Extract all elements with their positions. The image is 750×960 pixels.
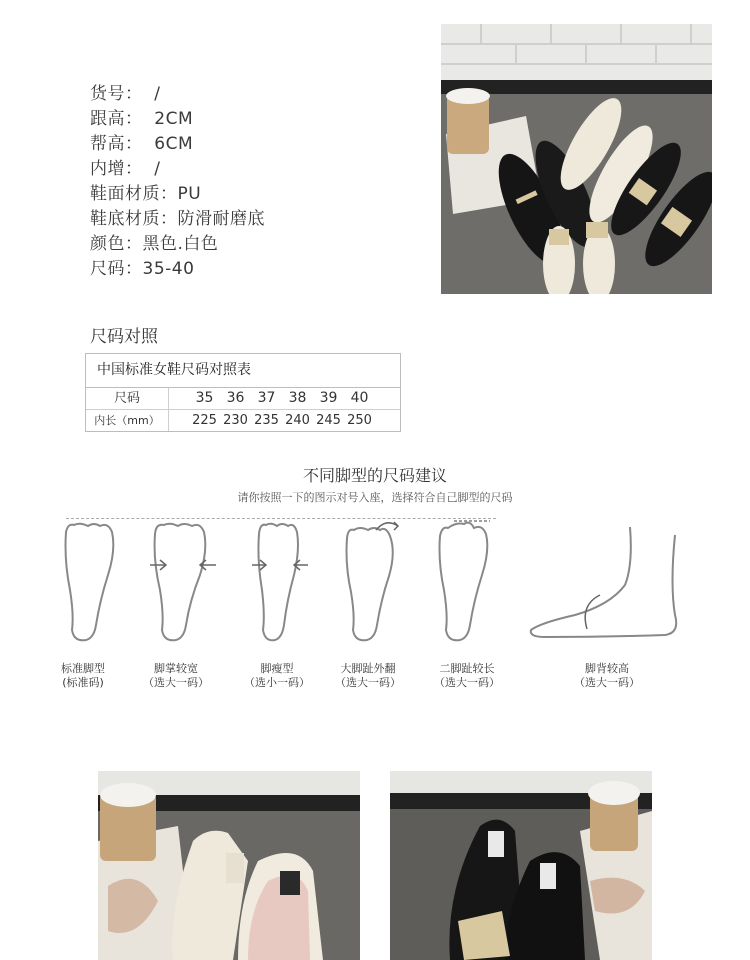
foot-type-name: 大脚趾外翻 [340,662,396,675]
product-photo-bottom-left [98,771,360,960]
spec-row-upper-material [90,182,265,207]
spec-value: / [142,84,161,104]
spec-value: / [142,159,161,179]
spec-separator: ： [125,109,143,129]
product-photo-bottom-left-illustration [98,771,360,960]
spec-row-item-number [90,82,265,107]
table-row-size [86,388,400,410]
high-instep-foot-icon [525,525,690,645]
foot-type-name: 二脚趾较长 [439,662,495,675]
size-cell: 37 [257,390,276,406]
spec-value: 2CM [142,109,194,129]
spec-row-heel-height [90,107,265,132]
product-photo-top-illustration [441,24,712,294]
spec-list [90,82,265,282]
product-photo-bottom-right-illustration [390,771,652,960]
row-header-length: 内长（mm） [86,410,169,431]
foot-type-label-standard [33,662,133,690]
row-header-size: 尺码 [86,388,169,409]
foot-guide-title: 不同脚型的尺码建议 [302,466,447,485]
length-cell: 225 [192,413,217,428]
length-cell: 240 [285,413,310,428]
spec-row-size [90,257,265,282]
foot-type-label-high-instep [557,662,657,690]
spec-row-sole-material [90,207,265,232]
foot-type-name: 标准脚型 [61,662,105,675]
size-chart-title: 中国标准女鞋尺码对照表 [86,354,400,388]
size-cell: 38 [288,390,307,406]
spec-label: 货号 [90,84,125,104]
spec-label: 内增 [90,159,125,179]
foot-type-name: 脚瘦型 [260,662,294,675]
foot-type-label-wide [126,662,226,690]
spec-label: 尺码 [90,259,125,279]
spec-value: PU [177,184,202,204]
spec-row-upper-height [90,132,265,157]
length-cell: 235 [254,413,279,428]
spec-label: 帮高 [90,134,125,154]
slim-foot-icon [250,520,310,645]
spec-label: 颜色 [90,234,125,254]
spec-row-color [90,232,265,257]
size-cell: 40 [350,390,369,406]
spec-separator: ： [160,209,178,229]
size-cell: 36 [226,390,245,406]
spec-label: 鞋底材质 [90,209,160,229]
foot-type-advice: (标准码) [62,676,104,689]
spec-separator: ： [125,134,143,154]
foot-type-label-long-second-toe [417,662,517,690]
foot-type-advice: （选大一码） [143,676,209,689]
spec-row-inner-lift [90,157,265,182]
foot-type-name: 脚掌较宽 [154,662,198,675]
wide-foot-icon [148,520,218,645]
foot-type-advice: （选小一码） [244,676,310,689]
spec-separator: ： [125,234,143,254]
foot-type-advice: （选大一码） [335,676,401,689]
spec-value: 防滑耐磨底 [177,209,265,229]
spec-separator: ： [125,159,143,179]
spec-value: 黑色.白色 [142,234,219,254]
size-chart-heading: 尺码对照 [90,327,158,347]
size-chart-table [85,353,401,432]
spec-separator: ： [160,184,178,204]
spec-value: 6CM [142,134,194,154]
table-row-length [86,410,400,431]
product-photo-bottom-right [390,771,652,960]
long-second-toe-foot-icon [434,520,499,645]
size-cell: 35 [195,390,214,406]
length-cell: 250 [347,413,372,428]
standard-foot-icon [60,520,125,645]
spec-label: 跟高 [90,109,125,129]
spec-separator: ： [125,259,143,279]
spec-label: 鞋面材质 [90,184,160,204]
foot-type-advice: （选大一码） [574,676,640,689]
product-photo-top [441,24,712,294]
spec-value: 35-40 [142,259,195,279]
foot-guide-divider [66,518,496,519]
foot-type-label-slim [227,662,327,690]
length-cell: 245 [316,413,341,428]
foot-type-advice: （选大一码） [434,676,500,689]
size-cell: 39 [319,390,338,406]
foot-guide-subtitle: 请你按照一下的图示对号入座，选择符合自己脚型的尺码 [237,491,513,504]
length-cell: 230 [223,413,248,428]
spec-separator: ： [125,84,143,104]
bunion-foot-icon [340,520,410,645]
foot-type-name: 脚背较高 [585,662,629,675]
foot-type-label-bunion [318,662,418,690]
